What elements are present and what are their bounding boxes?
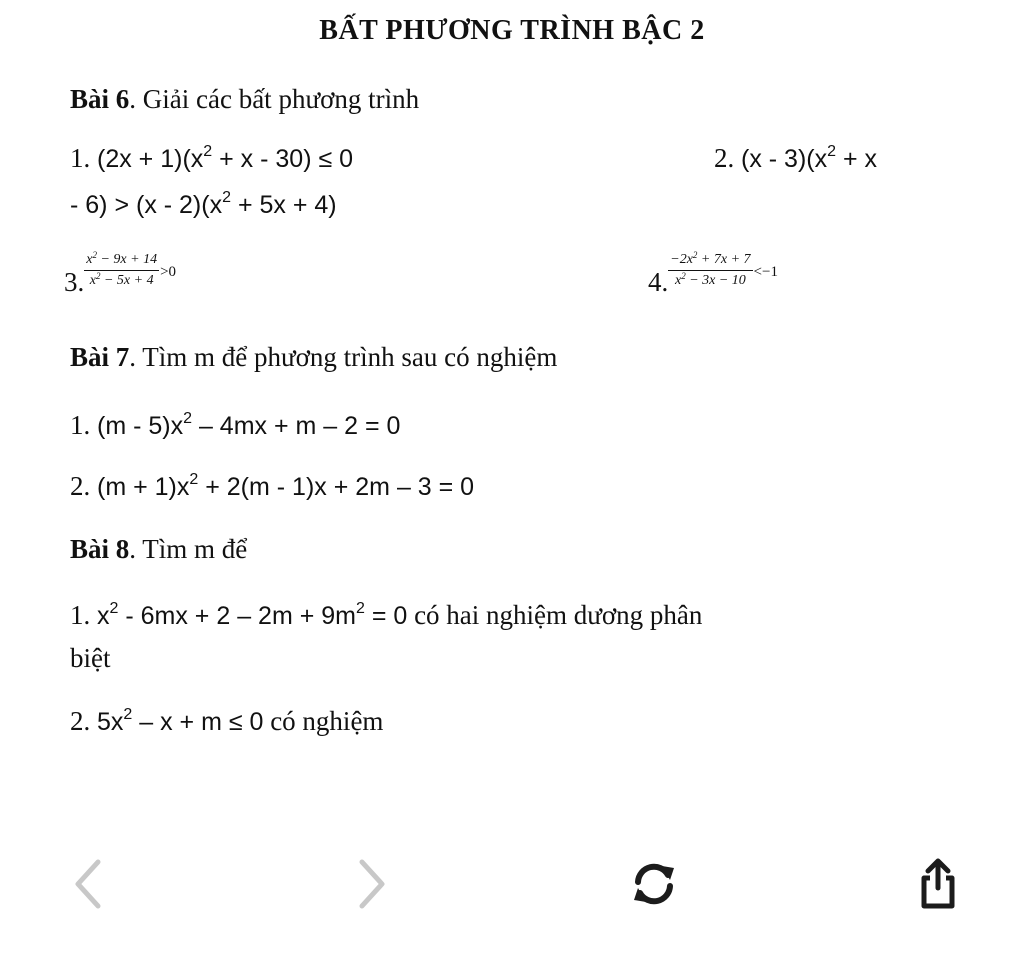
expr-part: – x + m ≤ 0 bbox=[132, 708, 264, 736]
back-button[interactable] bbox=[56, 852, 120, 916]
item-number: 2. bbox=[70, 471, 97, 501]
item-number: 2. bbox=[714, 143, 741, 173]
reload-icon bbox=[628, 858, 680, 910]
exercise-8-item-1 bbox=[70, 598, 702, 637]
expr-part: (x - 3)(x bbox=[741, 145, 828, 173]
item-number: 1. bbox=[70, 600, 97, 630]
expr-part: + 5x + 4) bbox=[231, 191, 337, 219]
item-text: có hai nghiệm dương phân bbox=[407, 600, 703, 630]
forward-button[interactable] bbox=[340, 852, 404, 916]
exercise-8-item-2 bbox=[70, 704, 383, 743]
page-title: BẤT PHƯƠNG TRÌNH BẬC 2 bbox=[319, 15, 705, 46]
expr-part: + x bbox=[836, 145, 878, 173]
expr-part: = 0 bbox=[364, 602, 408, 630]
reload-button[interactable] bbox=[622, 852, 686, 916]
item-text: có nghiệm bbox=[263, 706, 384, 736]
item-number: 1. bbox=[70, 410, 97, 440]
exponent: 2 bbox=[203, 143, 213, 160]
relation: >0 bbox=[160, 264, 177, 280]
exercise-6-item-2-cont bbox=[70, 187, 337, 226]
exponent: 2 bbox=[183, 410, 193, 427]
exponent: 2 bbox=[123, 706, 133, 723]
exponent: 2 bbox=[356, 600, 365, 617]
exercise-6-label: Bài 6 bbox=[70, 84, 130, 114]
exercise-8-item-1-cont: biệt bbox=[70, 643, 111, 673]
expr-part: - 6) > (x - 2)(x bbox=[70, 191, 223, 219]
fraction bbox=[668, 252, 752, 289]
exponent: 2 bbox=[827, 143, 837, 160]
fraction-numerator: $-2x^2 + 7x + 7$ bbox=[668, 252, 752, 271]
exponent: 2 bbox=[189, 471, 199, 488]
relation: <−1 bbox=[753, 264, 778, 280]
exercise-6-item-3 bbox=[64, 252, 176, 297]
item-number: 1. bbox=[70, 143, 97, 173]
exponent: 2 bbox=[222, 189, 231, 206]
item-number: 3. bbox=[64, 267, 85, 297]
expr-part: (m - 5)x bbox=[97, 412, 184, 440]
exercise-7-item-1 bbox=[70, 408, 400, 447]
exponent: 2 bbox=[109, 600, 119, 617]
fraction bbox=[84, 252, 159, 289]
expr-part: + x - 30) ≤ 0 bbox=[212, 145, 354, 173]
exercise-7-heading bbox=[70, 340, 557, 374]
exercise-7-text: . Tìm m để phương trình sau có nghiệm bbox=[129, 342, 558, 372]
exercise-6-heading bbox=[70, 82, 419, 116]
fraction-denominator: $x^2 - 5x + 4$ bbox=[89, 271, 154, 288]
item-number: 4. bbox=[648, 267, 669, 297]
exercise-7-label: Bài 7 bbox=[70, 342, 130, 372]
item-number: 2. bbox=[70, 706, 97, 736]
expr-part: - 6mx + 2 – 2m + 9m bbox=[118, 602, 356, 630]
exercise-7-item-2 bbox=[70, 469, 474, 508]
exercise-8-heading bbox=[70, 532, 247, 566]
expr-part: x bbox=[97, 602, 110, 630]
exercise-6-item-1 bbox=[70, 141, 353, 180]
share-button[interactable] bbox=[906, 852, 970, 916]
exercise-6-text: . Giải các bất phương trình bbox=[129, 84, 420, 114]
exercise-6-item-4 bbox=[648, 252, 778, 297]
exercise-8-text: . Tìm m để bbox=[129, 534, 248, 564]
chevron-left-icon bbox=[68, 858, 108, 910]
expr-part: (m + 1)x bbox=[97, 473, 190, 501]
share-icon bbox=[916, 856, 960, 912]
browser-toolbar bbox=[0, 820, 1024, 953]
chevron-right-icon bbox=[352, 858, 392, 910]
fraction-numerator: $x^2 - 9x + 14$ bbox=[84, 252, 159, 271]
expr-part: (2x + 1)(x bbox=[97, 145, 204, 173]
fraction-denominator: $x^2 - 3x - 10$ bbox=[674, 271, 746, 288]
expr-part: 5x bbox=[97, 708, 124, 736]
exercise-8-label: Bài 8 bbox=[70, 534, 130, 564]
exercise-6-item-2 bbox=[714, 141, 877, 180]
expr-part: + 2(m - 1)x + 2m – 3 = 0 bbox=[198, 473, 475, 501]
expr-part: – 4mx + m – 2 = 0 bbox=[192, 412, 401, 440]
